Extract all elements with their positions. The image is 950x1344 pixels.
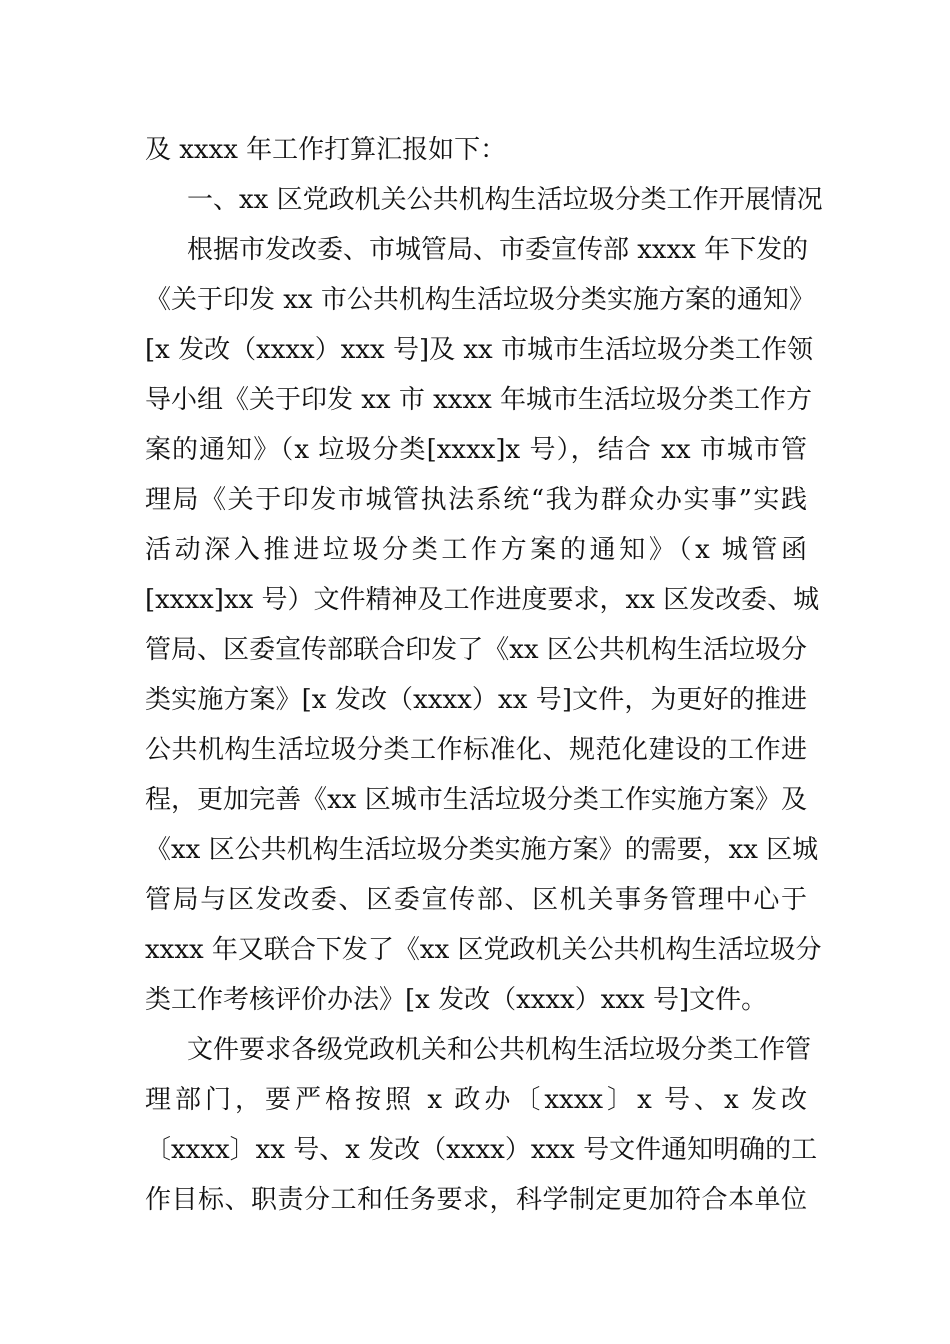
text-line: 公共机构生活垃圾分类工作标准化、规范化建设的工作进 <box>145 735 807 765</box>
text-line: 活动深入推进垃圾分类工作方案的通知》（x 城管函 <box>145 535 807 565</box>
text-line: 类实施方案》[x 发改（xxxx）xx 号]文件，为更好的推进 <box>145 685 807 715</box>
text-line: 文件要求各级党政机关和公共机构生活垃圾分类工作管 <box>187 1035 812 1065</box>
text-line: xxxx 年又联合下发了《xx 区党政机关公共机构生活垃圾分 <box>145 935 822 965</box>
text-line: 《xx 区公共机构生活垃圾分类实施方案》的需要，xx 区城 <box>145 835 819 865</box>
text-line: [xxxx]xx 号）文件精神及工作进度要求，xx 区发改委、城 <box>145 585 820 615</box>
text-line: 理部门，要严格按照 x 政办〔xxxx〕x 号、x 发改 <box>145 1085 807 1115</box>
text-line: 理局《关于印发市城管执法系统“我为群众办实事”实践 <box>145 485 807 515</box>
section-heading: 一、xx 区党政机关公共机构生活垃圾分类工作开展情况 <box>187 185 823 215</box>
text-line: 程，更加完善《xx 区城市生活垃圾分类工作实施方案》及 <box>145 785 807 815</box>
text-line: 案的通知》（x 垃圾分类[xxxx]x 号），结合 xx 市城市管 <box>145 435 807 465</box>
text-line: 〔xxxx〕xx 号、x 发改（xxxx）xxx 号文件通知明确的工 <box>145 1135 818 1165</box>
text-line: 类工作考核评价办法》[x 发改（xxxx）xxx 号]文件。 <box>145 985 768 1015</box>
text-line: 《关于印发 xx 市公共机构生活垃圾分类实施方案的通知》 <box>145 285 815 315</box>
text-line: 导小组《关于印发 xx 市 xxxx 年城市生活垃圾分类工作方 <box>145 385 813 415</box>
text-line: 作目标、职责分工和任务要求，科学制定更加符合本单位 <box>145 1185 807 1215</box>
text-line: 管局与区发改委、区委宣传部、区机关事务管理中心于 <box>145 885 807 915</box>
text-line: 管局、区委宣传部联合印发了《xx 区公共机构生活垃圾分 <box>145 635 807 665</box>
text-line: [x 发改（xxxx）xxx 号]及 xx 市城市生活垃圾分类工作领 <box>145 335 813 365</box>
text-line: 及 xxxx 年工作打算汇报如下： <box>145 135 507 165</box>
text-line: 根据市发改委、市城管局、市委宣传部 xxxx 年下发的 <box>187 235 809 265</box>
